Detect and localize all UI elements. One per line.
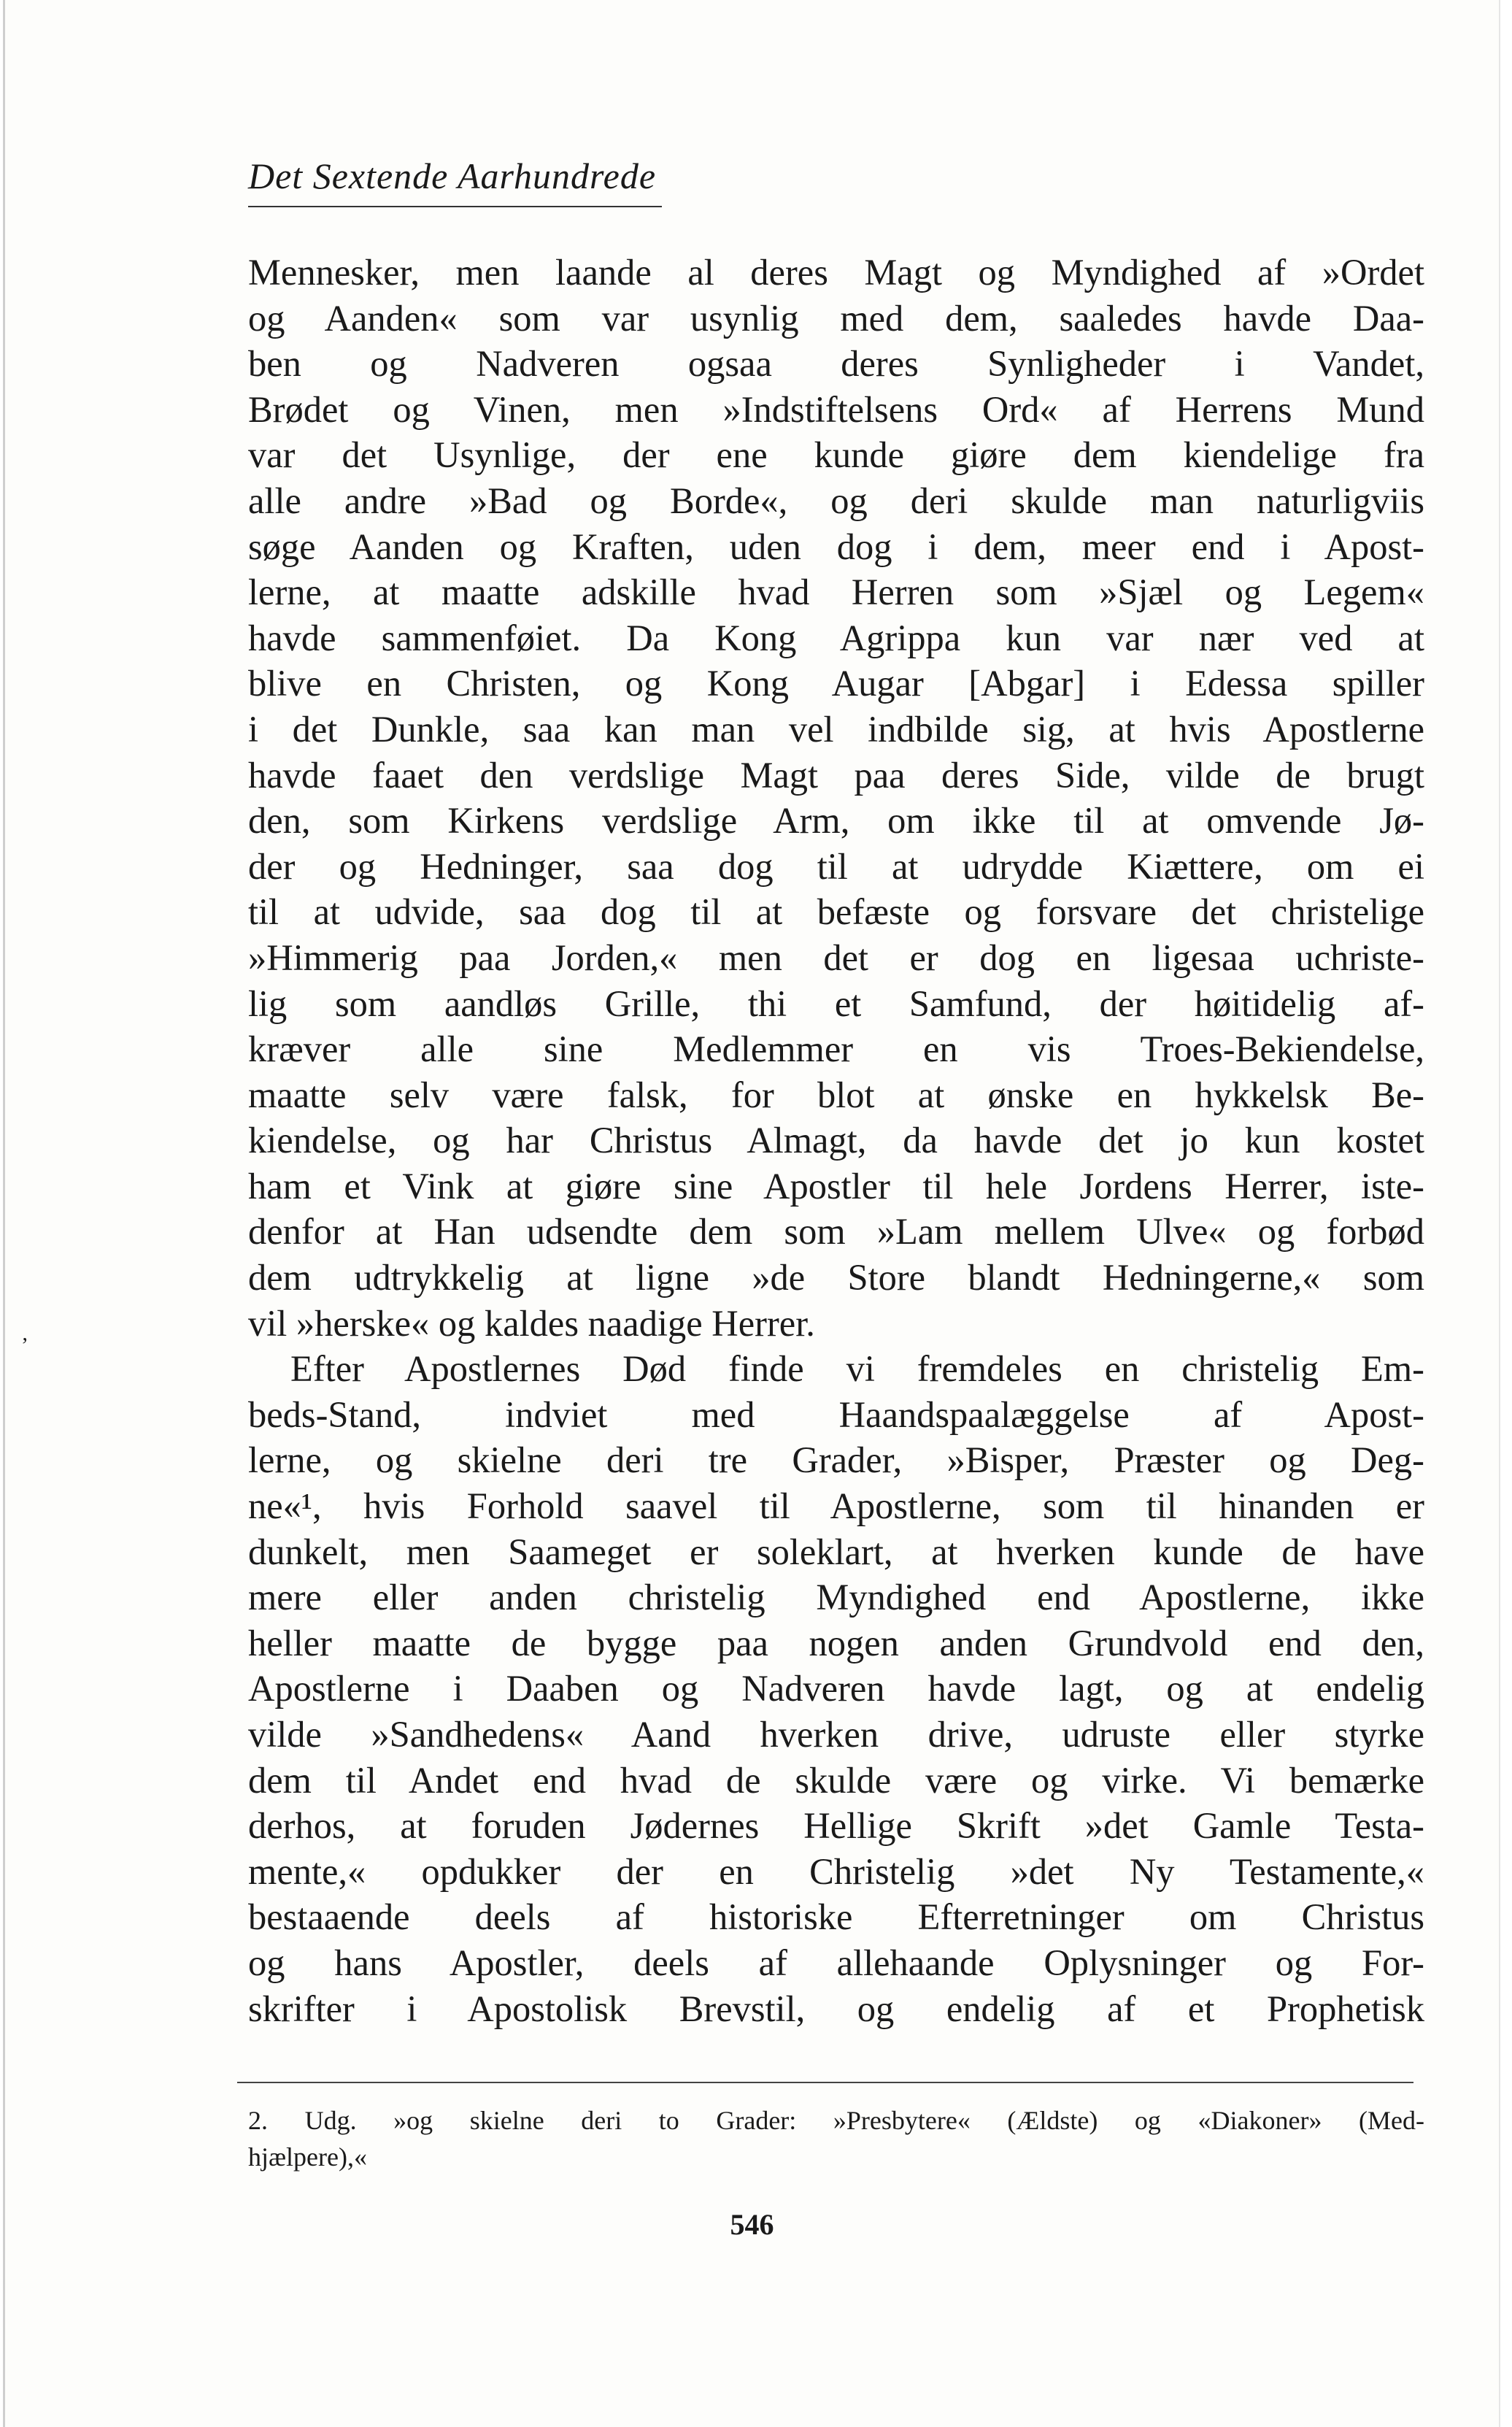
text-line: »Himmerig paa Jorden,« men det er dog en ligesaa uchriste-: [248, 936, 1424, 978]
text-line: i det Dunkle, saa kan man vel indbilde sig, at hvis Apostlerne: [248, 708, 1424, 750]
book-page: [3, 0, 1500, 2427]
footnote-line: 2. Udg. »og skielne deri to Grader: »Presbytere« (Ældste) og «Diakoner» (Med-: [248, 2106, 1424, 2135]
text-line: denfor at Han udsendte dem som »Lam mellem Ulve« og forbød: [248, 1211, 1424, 1253]
text-line: derhos, at foruden Jødernes Hellige Skrift »det Gamle Testa-: [248, 1805, 1424, 1847]
text-line: dunkelt, men Saameget er soleklart, at hverken kunde de have: [248, 1531, 1424, 1572]
text-line: mente,« opdukker der en Christelig »det Ny Testamente,«: [248, 1850, 1424, 1892]
text-line: kiendelse, og har Christus Almagt, da havde det jo kun kostet: [248, 1120, 1424, 1161]
text-line: Apostlerne i Daaben og Nadveren havde lagt, og at endelig: [248, 1668, 1424, 1709]
text-line: vilde »Sandhedens« Aand hverken drive, udruste eller styrke: [248, 1714, 1424, 1755]
text-line: havde faaet den verdslige Magt paa deres Side, vilde de brugt: [248, 754, 1424, 796]
text-line: heller maatte de bygge paa nogen anden Grundvold end den,: [248, 1622, 1424, 1663]
text-line: alle andre »Bad og Borde«, og deri skulde man naturligviis: [248, 480, 1424, 521]
footnote: [248, 2102, 1424, 2175]
text-line: maatte selv være falsk, for blot at ønske en hykkelsk Be-: [248, 1074, 1424, 1115]
text-line: var det Usynlige, der ene kunde giøre dem kiendelige fra: [248, 434, 1424, 476]
text-line: ham et Vink at giøre sine Apostler til hele Jordens Herrer, iste-: [248, 1165, 1424, 1207]
running-header: Det Sextende Aarhundrede: [248, 155, 662, 207]
margin-mark: ‚: [21, 1321, 28, 1345]
text-line: bestaaende deels af historiske Efterretninger om Christus: [248, 1896, 1424, 1938]
text-line: der og Hedninger, saa dog til at udrydde Kiættere, om ei: [248, 845, 1424, 887]
text-line: lig som aandløs Grille, thi et Samfund, der høitidelig af-: [248, 982, 1424, 1024]
text-line: beds-Stand, indviet med Haandspaalæggelse af Apost-: [248, 1393, 1424, 1435]
footnote-rule: [237, 2082, 1413, 2083]
text-line: skrifter i Apostolisk Brevstil, og endelig af et Prophetisk: [248, 1988, 1424, 2029]
text-line: ne«¹, hvis Forhold saavel til Apostlerne, som til hinanden er: [248, 1485, 1424, 1527]
body-text: [248, 250, 1424, 2031]
text-line: dem udtrykkelig at ligne »de Store blandt Hedningerne,« som: [248, 1257, 1424, 1299]
text-line: ben og Nadveren ogsaa deres Synligheder i Vandet,: [248, 343, 1424, 385]
text-line: den, som Kirkens verdslige Arm, om ikke til at omvende Jø-: [248, 800, 1424, 842]
page-number: 546: [730, 2208, 774, 2241]
text-line: havde sammenføiet. Da Kong Agrippa kun var nær ved at: [248, 617, 1424, 658]
text-line: lerne, at maatte adskille hvad Herren som »Sjæl og Legem«: [248, 572, 1424, 613]
text-line: og Aanden« som var usynlig med dem, saaledes havde Daa-: [248, 297, 1424, 339]
text-line: Brødet og Vinen, men »Indstiftelsens Ord« af Herrens Mund: [248, 388, 1424, 430]
text-line: Mennesker, men laande al deres Magt og Myndighed af »Ordet: [248, 252, 1424, 293]
text-line: søge Aanden og Kraften, uden dog i dem, meer end i Apost-: [248, 526, 1424, 567]
footnote-line: hjælpere),«: [248, 2142, 367, 2172]
text-line: mere eller anden christelig Myndighed end Apostlerne, ikke: [248, 1577, 1424, 1618]
text-line: Efter Apostlernes Død finde vi fremdeles en christelig Em-: [290, 1348, 1424, 1390]
text-line: vil »herske« og kaldes naadige Herrer.: [248, 1302, 815, 1344]
text-line: kræver alle sine Medlemmer en vis Troes-Bekiendelse,: [248, 1028, 1424, 1070]
text-line: lerne, og skielne deri tre Grader, »Bisper, Præster og Deg-: [248, 1439, 1424, 1481]
text-line: blive en Christen, og Kong Augar [Abgar] i Edessa spiller: [248, 663, 1424, 704]
text-line: og hans Apostler, deels af allehaande Oplysninger og For-: [248, 1942, 1424, 1983]
text-line: til at udvide, saa dog til at befæste og forsvare det christelige: [248, 891, 1424, 933]
text-line: dem til Andet end hvad de skulde være og virke. Vi bemærke: [248, 1759, 1424, 1801]
